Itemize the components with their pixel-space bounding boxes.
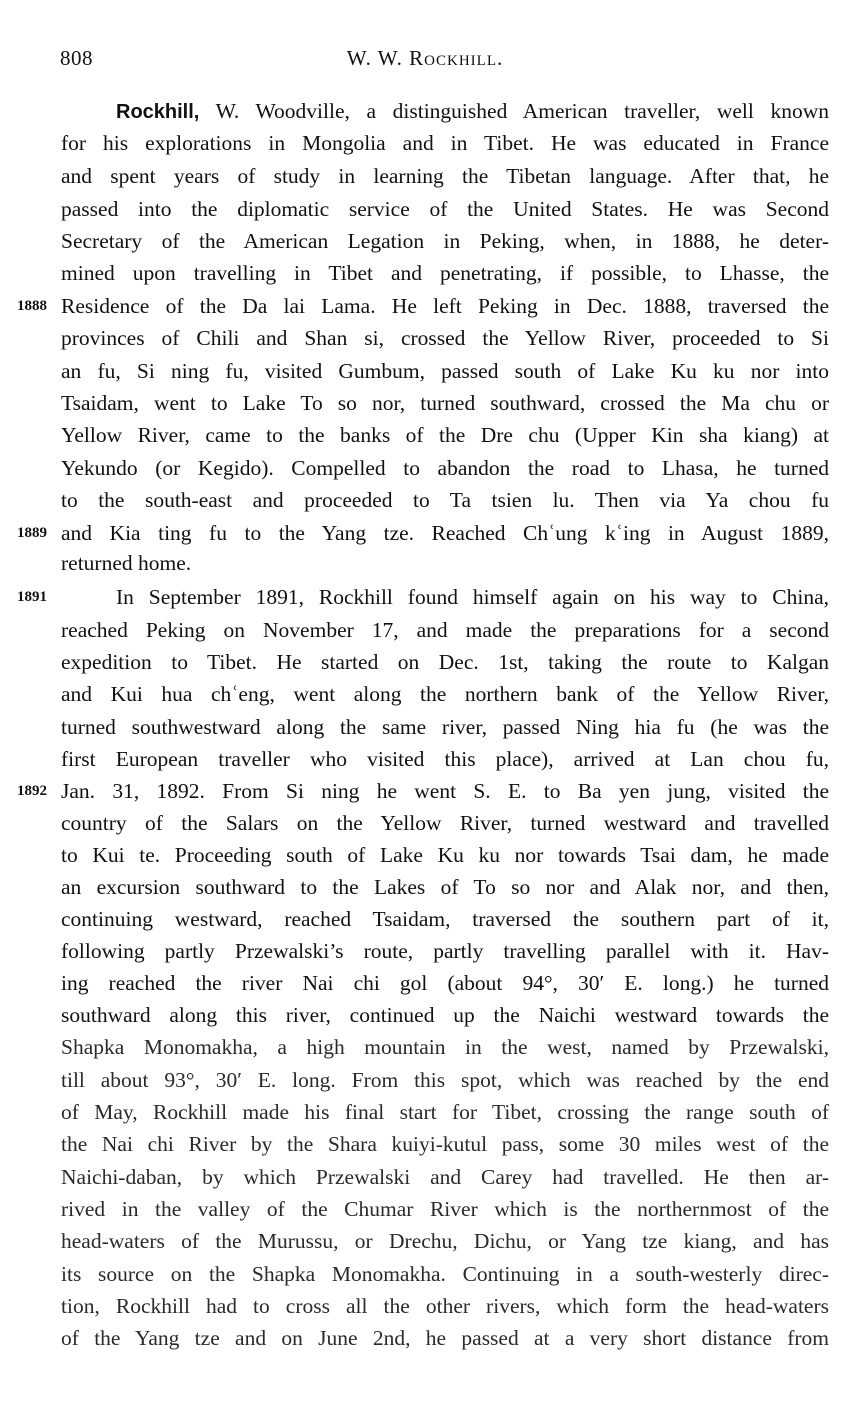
text-line: and Kui hua chʿeng, went along the northern bank of the Yellow River, bbox=[61, 682, 829, 706]
text-line: returned home. bbox=[61, 551, 192, 575]
text-line: to Kui te. Proceeding south of Lake Ku ku nor towards Tsai dam, he made bbox=[61, 843, 829, 867]
text-line: head-waters of the Murussu, or Drechu, Dichu, or Yang tze kiang, and has bbox=[61, 1229, 829, 1253]
text-line bbox=[116, 96, 829, 127]
text-line: the Nai chi River by the Shara kuiyi-kutul pass, some 30 miles west of the bbox=[61, 1132, 829, 1156]
text-line: till about 93°, 30′ E. long. From this spot, which was reached by the end bbox=[61, 1068, 829, 1092]
page-number: 808 bbox=[60, 46, 93, 70]
text-line: following partly Przewalski’s route, partly travelling parallel with it. Hav- bbox=[61, 939, 829, 963]
text-line: ing reached the river Nai chi gol (about 94°, 30′ E. long.) he turned bbox=[61, 971, 829, 995]
margin-year-1888: 1888 bbox=[17, 298, 47, 314]
text-line: Tsaidam, went to Lake To so nor, turned southward, crossed the Ma chu or bbox=[61, 391, 829, 415]
headword: Rockhill, bbox=[116, 101, 200, 123]
text-line: Jan. 31, 1892. From Si ning he went S. E. to Ba yen jung, visited the bbox=[61, 779, 829, 803]
text-line: tion, Rockhill had to cross all the other rivers, which form the head-waters bbox=[61, 1294, 829, 1318]
text-line: for his explorations in Mongolia and in Tibet. He was educated in France bbox=[61, 131, 829, 155]
text-line: mined upon travelling in Tibet and penetrating, if possible, to Lhasse, the bbox=[61, 261, 829, 285]
text-line: Yellow River, came to the banks of the Dre chu (Upper Kin sha kiang) at bbox=[61, 423, 829, 447]
text-line: of the Yang tze and on June 2nd, he passed at a very short distance from bbox=[61, 1326, 829, 1350]
text-line: its source on the Shapka Monomakha. Continuing in a south-westerly direc- bbox=[61, 1262, 829, 1286]
text-line: and spent years of study in learning the Tibetan language. After that, he bbox=[61, 164, 829, 188]
text-line: Secretary of the American Legation in Peking, when, in 1888, he deter- bbox=[61, 229, 829, 253]
text-line: rived in the valley of the Chumar River which is the northernmost of the bbox=[61, 1197, 829, 1221]
line-text: W. Woodville, a distinguished American traveller, well known bbox=[215, 99, 829, 123]
text-line: passed into the diplomatic service of the United States. He was Second bbox=[61, 197, 829, 221]
text-line: and Kia ting fu to the Yang tze. Reached Chʿung kʿing in August 1889, bbox=[61, 521, 829, 545]
running-head: W. W. Rockhill. bbox=[346, 46, 504, 70]
text-line: country of the Salars on the Yellow River, turned westward and travelled bbox=[61, 811, 829, 835]
text-line: Yekundo (or Kegido). Compelled to abandon the road to Lhasa, he turned bbox=[61, 456, 829, 480]
text-line: In September 1891, Rockhill found himself again on his way to China, bbox=[116, 585, 829, 609]
text-line: to the south-east and proceeded to Ta tsien lu. Then via Ya chou fu bbox=[61, 488, 829, 512]
text-line: provinces of Chili and Shan si, crossed the Yellow River, proceeded to Si bbox=[61, 326, 829, 350]
margin-year-1889: 1889 bbox=[17, 525, 47, 541]
text-line: continuing westward, reached Tsaidam, traversed the southern part of it, bbox=[61, 907, 829, 931]
text-line: first European traveller who visited this place), arrived at Lan chou fu, bbox=[61, 747, 829, 771]
text-line: Shapka Monomakha, a high mountain in the west, named by Przewalski, bbox=[61, 1035, 829, 1059]
text-line: reached Peking on November 17, and made the preparations for a second bbox=[61, 618, 829, 642]
margin-year-1892: 1892 bbox=[17, 783, 47, 799]
text-line: southward along this river, continued up the Naichi westward towards the bbox=[61, 1003, 829, 1027]
text-line: an excursion southward to the Lakes of To so nor and Alak nor, and then, bbox=[61, 875, 829, 899]
text-line: of May, Rockhill made his final start for Tibet, crossing the range south of bbox=[61, 1100, 829, 1124]
text-line: Residence of the Da lai Lama. He left Peking in Dec. 1888, traversed the bbox=[61, 294, 829, 318]
text-line: expedition to Tibet. He started on Dec. 1st, taking the route to Kalgan bbox=[61, 650, 829, 674]
text-line: turned southwestward along the same river, passed Ning hia fu (he was the bbox=[61, 715, 829, 739]
margin-year-1891: 1891 bbox=[17, 589, 47, 605]
text-line: Naichi-daban, by which Przewalski and Carey had travelled. He then ar- bbox=[61, 1165, 829, 1189]
text-line: an fu, Si ning fu, visited Gumbum, passed south of Lake Ku ku nor into bbox=[61, 359, 829, 383]
